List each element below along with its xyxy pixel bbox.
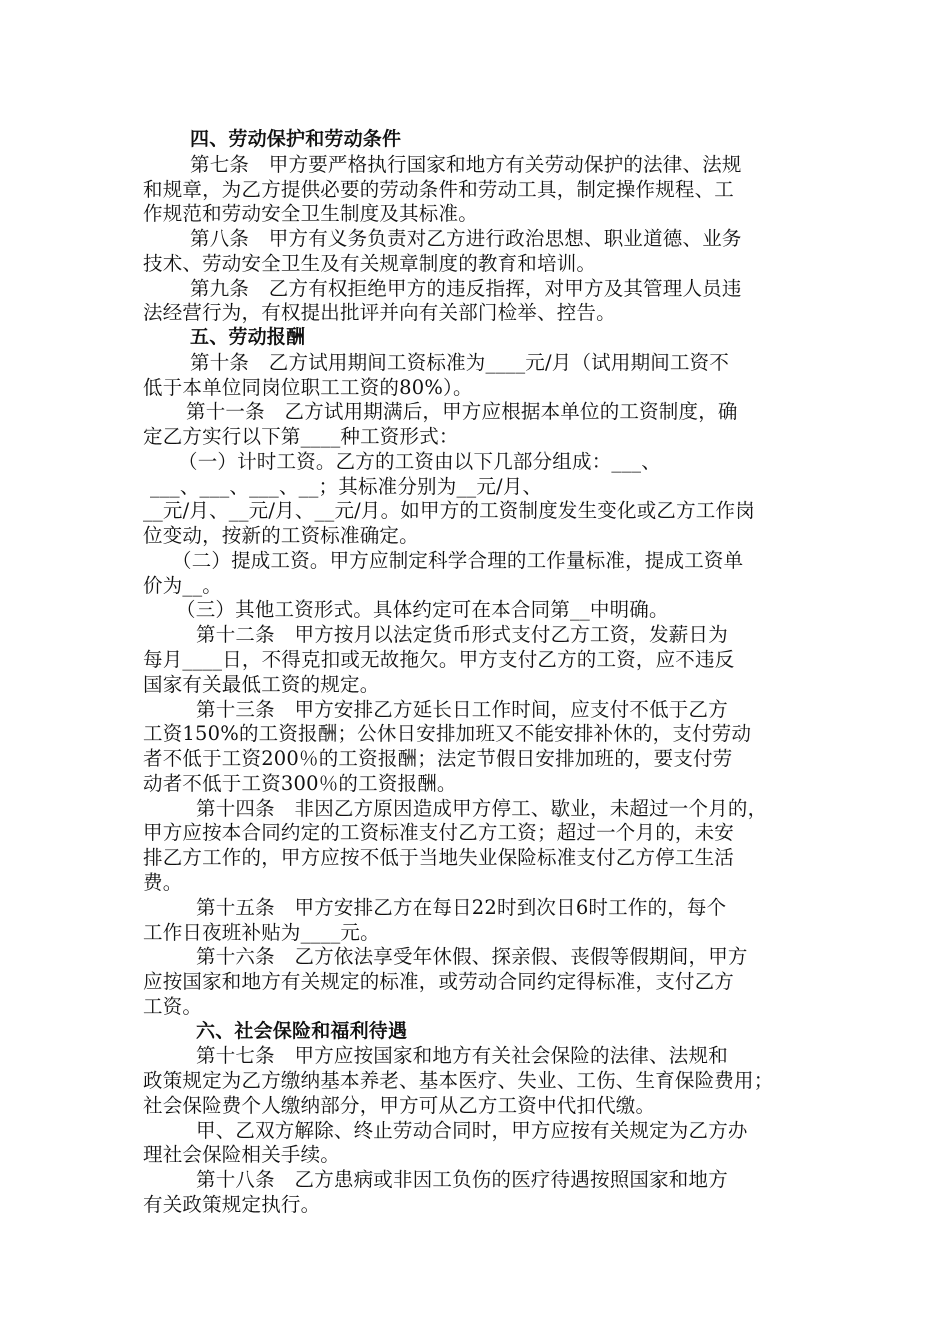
text-line: 第七条 甲方要严格执行国家和地方有关劳动保护的法律、法规 [190,153,742,176]
text-line: 定乙方实行以下第____种工资形式： [143,425,459,448]
text-line: 理社会保险相关手续。 [143,1143,341,1166]
text-line: 者不低于工资200％的工资报酬；法定节假日安排加班的，要支付劳 [143,747,733,770]
text-line: 第十条 乙方试用期间工资标准为____元/月（试用期间工资不 [190,351,730,374]
text-line: 第十一条 乙方试用期满后，甲方应根据本单位的工资制度，确 [186,400,738,423]
text-line: 和规章，为乙方提供必要的劳动条件和劳动工具，制定操作规程、工 [143,178,735,201]
text-line: 排乙方工作的，甲方应按不低于当地失业保险标准支付乙方停工生活 [143,846,735,869]
text-line: 低于本单位同岗位职工工资的80%）。 [143,376,473,399]
text-line: 第十四条 非因乙方原因造成甲方停工、歇业，未超过一个月的， [196,797,768,820]
text-line: 技术、劳动安全卫生及有关规章制度的教育和培训。 [143,252,597,275]
section-heading: 五、劳动报酬 [190,326,306,348]
text-line: 第十八条 乙方患病或非因工负伤的医疗待遇按照国家和地方 [196,1168,728,1191]
text-line: 政策规定为乙方缴纳基本养老、基本医疗、失业、工伤、生育保险费用； [143,1069,774,1092]
text-line: __元/月、__元/月、__元/月。如甲方的工资制度发生变化或乙方工作岗 [143,499,755,522]
text-line: 工资。 [143,995,203,1018]
text-line: 第十三条 甲方安排乙方延长日工作时间，应支付不低于乙方 [196,698,728,721]
text-line: 第八条 甲方有义务负责对乙方进行政治思想、职业道德、业务 [190,227,742,250]
text-line: 有关政策规定执行。 [143,1193,321,1216]
text-line: 社会保险费个人缴纳部分，甲方可从乙方工资中代扣代缴。 [143,1094,656,1117]
section-heading: 四、劳动保护和劳动条件 [190,128,402,150]
text-line: 第九条 乙方有权拒绝甲方的违反指挥，对甲方及其管理人员违 [190,277,742,300]
text-line: 工作日夜班补贴为____元。 [143,921,380,944]
text-line: 每月____日，不得克扣或无故拖欠。甲方支付乙方的工资，应不违反 [143,648,735,671]
text-line: 动者不低于工资300％的工资报酬。 [143,772,457,795]
text-line: 应按国家和地方有关规定的标准，或劳动合同约定得标准，支付乙方 [143,970,735,993]
text-line: 甲、乙双方解除、终止劳动合同时，甲方应按有关规定为乙方办 [196,1119,748,1142]
text-line: 第十七条 甲方应按国家和地方有关社会保险的法律、法规和 [196,1044,728,1067]
text-line: （二）提成工资。甲方应制定科学合理的工作量标准，提成工资单 [172,549,744,572]
text-line: ___、___、___、__；其标准分别为__元/月、 [150,475,543,498]
text-line: 第十六条 乙方依法享受年休假、探亲假、丧假等假期间，甲方 [196,945,748,968]
text-line: 位变动，按新的工资标准确定。 [143,524,419,547]
text-line: 价为__。 [143,574,223,597]
text-line: 费。 [143,871,183,894]
text-line: 工资150%的工资报酬；公休日安排加班又不能安排补休的，支付劳动 [143,722,752,745]
text-line: 第十二条 甲方按月以法定货币形式支付乙方工资，发薪日为 [196,623,728,646]
text-line: （一）计时工资。乙方的工资由以下几部分组成：___、 [178,450,661,473]
section-heading: 六、社会保险和福利待遇 [196,1020,408,1042]
text-line: 甲方应按本合同约定的工资标准支付乙方工资；超过一个月的，未安 [143,821,735,844]
text-line: 作规范和劳动安全卫生制度及其标准。 [143,202,478,225]
text-line: 国家有关最低工资的规定。 [143,673,380,696]
text-line: 第十五条 甲方安排乙方在每日22时到次日6时工作的，每个 [196,896,727,919]
text-line: （三）其他工资形式。具体约定可在本合同第__中明确。 [176,598,669,621]
text-line: 法经营行为，有权提出批评并向有关部门检举、控告。 [143,301,616,324]
